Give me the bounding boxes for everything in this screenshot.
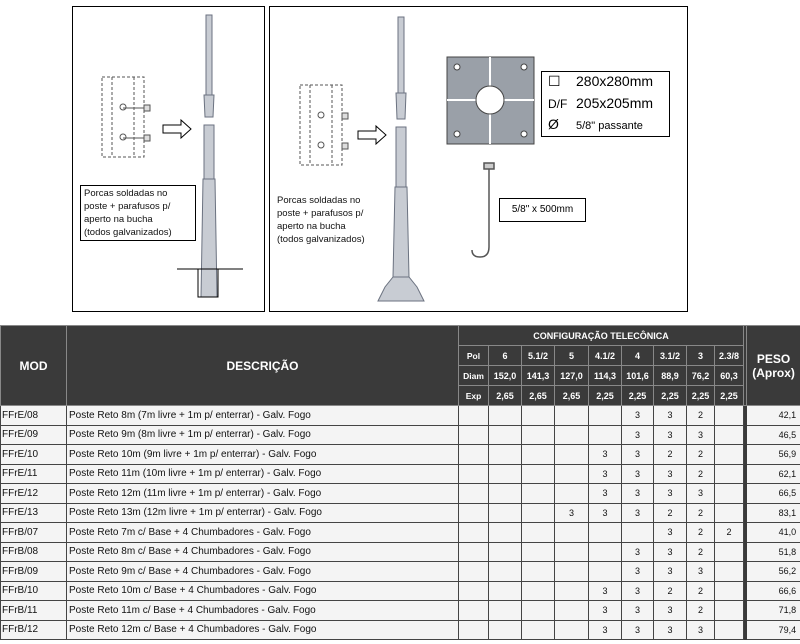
right-note [277,194,395,246]
config-cell [489,425,522,445]
config-cell [715,503,744,523]
config-cell-empty [459,464,489,484]
config-cell: 2 [687,601,715,621]
mod-cell: FFrE/09 [1,425,67,445]
anchor-bolt-label: 5/8" x 500mm [499,198,586,222]
exp-value: 2,25 [715,386,744,406]
bushing-detail [102,77,150,157]
mod-cell: FFrE/13 [1,503,67,523]
mod-cell: FFrB/12 [1,620,67,640]
pol-value: 5.1/2 [522,346,555,366]
exp-value: 2,25 [654,386,687,406]
peso-cell: 56,2 [747,562,800,582]
config-cell [522,406,555,426]
config-cell [555,425,589,445]
table-row [1,445,800,465]
config-cell [555,620,589,640]
peso-cell: 62,1 [747,464,800,484]
description-cell: Poste Reto 8m (7m livre + 1m p/ enterrar) - Galv. Fogo [67,406,459,426]
arrow-right-icon [358,126,386,144]
config-cell: 3 [622,406,654,426]
config-cell [522,503,555,523]
mod-cell: FFrE/08 [1,406,67,426]
config-cell [715,425,744,445]
config-cell [522,601,555,621]
config-cell [555,445,589,465]
description-cell: Poste Reto 11m c/ Base + 4 Chumbadores - Galv. Fogo [67,601,459,621]
config-cell [522,523,555,543]
exp-value: 2,25 [589,386,622,406]
col-header-mod: MOD [1,326,67,406]
left-note [80,185,196,241]
diam-value: 152,0 [489,366,522,386]
config-cell: 3 [654,542,687,562]
config-cell: 2 [687,523,715,543]
pol-value: 3 [687,346,715,366]
table-body [1,406,800,640]
config-cell [489,484,522,504]
description-cell: Poste Reto 10m (9m livre + 1m p/ enterrar) - Galv. Fogo [67,445,459,465]
config-cell-empty [459,581,489,601]
description-cell: Poste Reto 9m (8m livre + 1m p/ enterrar) - Galv. Fogo [67,425,459,445]
config-cell [522,542,555,562]
base-pole-drawing-panel [269,6,688,312]
base-plate-spec-box [541,71,670,137]
config-cell: 3 [687,425,715,445]
exp-value: 2,65 [555,386,589,406]
pole [378,17,424,301]
config-cell: 3 [589,445,622,465]
mod-cell: FFrB/09 [1,562,67,582]
right-note-line-2: poste + parafusos p/ [277,208,364,219]
config-cell [522,620,555,640]
config-cell: 3 [622,601,654,621]
config-cell-empty [459,620,489,640]
diam-value: 114,3 [589,366,622,386]
config-cell: 3 [622,445,654,465]
hole-value: 5/8" passante [576,120,643,132]
config-cell-empty [459,484,489,504]
exp-value: 2,25 [622,386,654,406]
config-cell: 3 [622,503,654,523]
config-cell [489,542,522,562]
plate-size-value: 280x280mm [576,73,654,89]
config-cell: 3 [654,406,687,426]
config-cell: 3 [622,562,654,582]
config-cell [589,562,622,582]
config-cell-empty [459,601,489,621]
diam-value: 141,3 [522,366,555,386]
left-note-line-2: poste + parafusos p/ [84,201,171,212]
config-cell [555,464,589,484]
exp-value: 2,25 [687,386,715,406]
mod-cell: FFrB/10 [1,581,67,601]
base-plate [447,57,534,144]
config-cell: 3 [654,601,687,621]
table-row [1,503,800,523]
table-row [1,601,800,621]
config-cell [589,542,622,562]
config-cell [489,464,522,484]
peso-sub-label: (Aprox) [752,365,795,380]
table-row [1,562,800,582]
pole [201,15,217,297]
pol-label: Pol [459,346,489,366]
config-cell: 3 [622,581,654,601]
mod-cell: FFrB/11 [1,601,67,621]
table-header-row-1 [1,326,800,346]
peso-cell: 41,0 [747,523,800,543]
config-cell: 3 [687,562,715,582]
config-cell [715,601,744,621]
config-cell [589,406,622,426]
config-cell [489,445,522,465]
config-cell: 3 [654,562,687,582]
config-cell [522,562,555,582]
config-cell: 2 [654,503,687,523]
config-cell [589,425,622,445]
exp-value: 2,65 [489,386,522,406]
config-cell [489,562,522,582]
table-row [1,542,800,562]
col-header-config: CONFIGURAÇÃO TELECÔNICA [459,326,744,346]
config-cell: 2 [687,464,715,484]
config-cell: 2 [687,503,715,523]
config-cell [555,581,589,601]
config-cell: 3 [687,484,715,504]
peso-cell: 51,8 [747,542,800,562]
peso-cell: 79,4 [747,620,800,640]
diam-value: 60,3 [715,366,744,386]
config-cell [715,562,744,582]
description-cell: Poste Reto 10m c/ Base + 4 Chumbadores - Galv. Fogo [67,581,459,601]
embedded-pole-drawing-panel [72,6,265,312]
config-cell: 3 [622,464,654,484]
plate-size-row [542,73,669,95]
pole-spec-table [0,325,800,640]
bushing-detail [300,85,348,165]
pol-value: 3.1/2 [654,346,687,366]
diam-value: 76,2 [687,366,715,386]
anchor-bolt [472,163,494,257]
config-cell [589,523,622,543]
config-cell-empty [459,406,489,426]
df-symbol: D/F [548,97,568,111]
table-row [1,406,800,426]
config-cell [489,620,522,640]
pol-value: 6 [489,346,522,366]
config-cell [522,581,555,601]
config-cell [489,503,522,523]
description-cell: Poste Reto 12m (11m livre + 1m p/ enterrar) - Galv. Fogo [67,484,459,504]
config-cell: 3 [654,425,687,445]
pol-value: 4 [622,346,654,366]
hole-row [542,116,669,138]
config-cell: 2 [687,445,715,465]
description-cell: Poste Reto 7m c/ Base + 4 Chumbadores - Galv. Fogo [67,523,459,543]
config-cell [555,562,589,582]
config-cell: 3 [654,464,687,484]
square-icon: ☐ [548,73,561,89]
base-pole-illustration [270,7,689,313]
config-cell-empty [459,523,489,543]
peso-cell: 71,8 [747,601,800,621]
peso-cell: 42,1 [747,406,800,426]
config-cell: 3 [654,484,687,504]
mod-cell: FFrE/10 [1,445,67,465]
config-cell: 2 [654,581,687,601]
config-cell: 3 [589,503,622,523]
table-row [1,425,800,445]
config-cell: 2 [654,445,687,465]
peso-cell: 46,5 [747,425,800,445]
exp-label: Exp [459,386,489,406]
config-cell [555,601,589,621]
config-cell [522,445,555,465]
left-note-line-3: aperto na bucha [84,214,153,225]
left-note-line-4: (todos galvanizados) [84,227,172,238]
config-cell: 2 [687,406,715,426]
right-note-line-1: Porcas soldadas no [277,195,361,206]
peso-cell: 66,5 [747,484,800,504]
config-cell [489,581,522,601]
col-header-descricao: DESCRIÇÃO [67,326,459,406]
diam-label: Diam [459,366,489,386]
config-cell: 3 [589,484,622,504]
config-cell: 3 [622,620,654,640]
diam-value: 88,9 [654,366,687,386]
right-note-line-4: (todos galvanizados) [277,234,365,245]
config-cell: 2 [687,581,715,601]
config-cell-empty [459,562,489,582]
mod-cell: FFrB/08 [1,542,67,562]
diameter-icon: Ø [548,116,559,132]
config-cell [555,542,589,562]
config-cell [715,464,744,484]
config-cell [715,445,744,465]
config-cell [715,484,744,504]
config-cell [715,581,744,601]
config-cell [715,406,744,426]
description-cell: Poste Reto 13m (12m livre + 1m p/ enterrar) - Galv. Fogo [67,503,459,523]
config-cell [489,406,522,426]
diam-value: 101,6 [622,366,654,386]
exp-value: 2,65 [522,386,555,406]
peso-cell: 56,9 [747,445,800,465]
config-cell-empty [459,542,489,562]
config-cell: 3 [654,620,687,640]
config-cell: 3 [589,620,622,640]
config-cell [489,601,522,621]
config-cell: 2 [715,523,744,543]
right-note-line-3: aperto na bucha [277,221,346,232]
config-cell: 3 [589,601,622,621]
left-note-line-1: Porcas soldadas no [84,188,168,199]
arrow-right-icon [163,120,191,138]
config-cell [715,542,744,562]
mod-cell: FFrE/12 [1,484,67,504]
config-cell: 3 [622,425,654,445]
peso-label: PESO [756,351,791,366]
embedded-pole-illustration [73,7,266,313]
config-cell [555,406,589,426]
diam-value: 127,0 [555,366,589,386]
peso-cell: 66,6 [747,581,800,601]
col-header-peso [747,326,800,406]
config-cell [522,484,555,504]
config-cell-empty [459,425,489,445]
config-cell: 3 [687,620,715,640]
config-cell: 3 [589,464,622,484]
peso-cell: 83,1 [747,503,800,523]
config-cell: 2 [687,542,715,562]
table-row [1,523,800,543]
description-cell: Poste Reto 12m c/ Base + 4 Chumbadores - Galv. Fogo [67,620,459,640]
config-cell-empty [459,445,489,465]
config-cell-empty [459,503,489,523]
df-value: 205x205mm [576,95,654,111]
df-row [542,95,669,117]
mod-cell: FFrE/11 [1,464,67,484]
mod-cell: FFrB/07 [1,523,67,543]
config-cell [555,484,589,504]
description-cell: Poste Reto 8m c/ Base + 4 Chumbadores - Galv. Fogo [67,542,459,562]
pol-value: 4.1/2 [589,346,622,366]
pol-value: 5 [555,346,589,366]
config-cell [489,523,522,543]
table-row [1,581,800,601]
config-cell: 3 [622,484,654,504]
table-row [1,464,800,484]
description-cell: Poste Reto 9m c/ Base + 4 Chumbadores - Galv. Fogo [67,562,459,582]
description-cell: Poste Reto 11m (10m livre + 1m p/ enterrar) - Galv. Fogo [67,464,459,484]
config-cell [715,620,744,640]
config-cell [522,425,555,445]
config-cell: 3 [654,523,687,543]
config-cell: 3 [622,542,654,562]
config-cell [555,523,589,543]
pol-value: 2.3/8 [715,346,744,366]
table-row [1,620,800,640]
config-cell [522,464,555,484]
config-cell [622,523,654,543]
config-cell: 3 [555,503,589,523]
config-cell: 3 [589,581,622,601]
table-row [1,484,800,504]
